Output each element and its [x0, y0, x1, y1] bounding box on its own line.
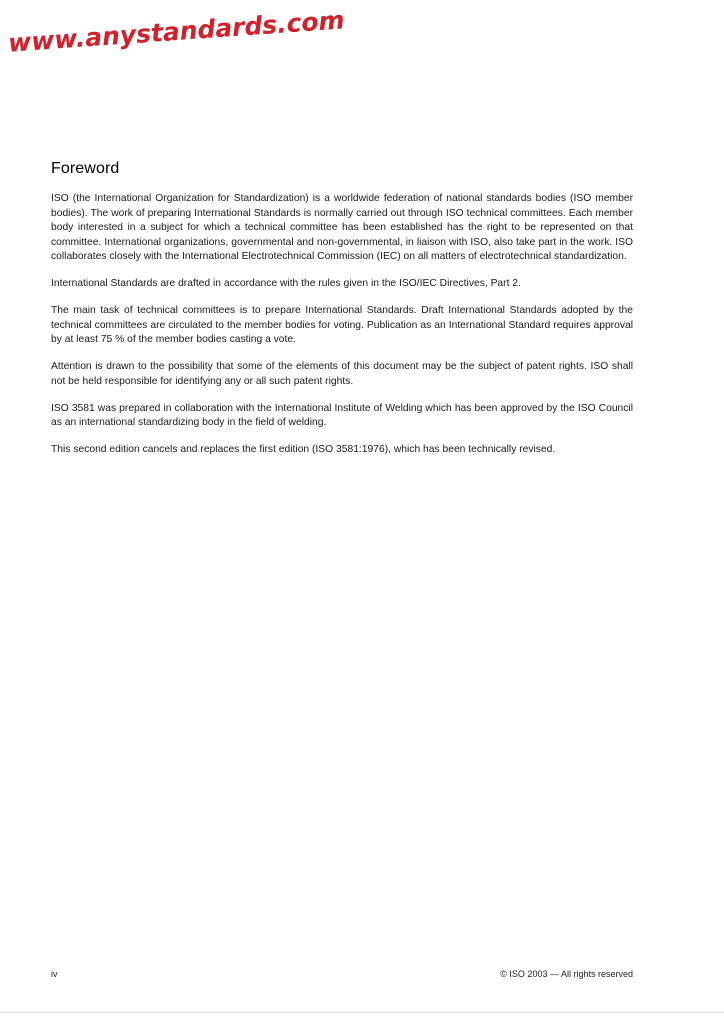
document-page — [51, 160, 633, 470]
page-title: Foreword — [51, 160, 120, 177]
paragraph: International Standards are drafted in accordance with the rules given in the ISO/IEC Directives, Part 2. — [51, 278, 521, 289]
paragraph: Attention is drawn to the possibility that some of the elements of this document may be the subject of patent rights. ISO shall not be held responsible for identifying any or all such patent rights. — [51, 361, 633, 387]
divider — [0, 1012, 724, 1013]
watermark-logo — [4, 0, 367, 68]
paragraph: ISO (the International Organization for Standardization) is a worldwide federation of national standards bodies (ISO member bodies). The work of preparing International Standards is normally carried out through ISO technical committees. Each member body interested in a subject for which a technical committee has been established has the right to be represented on that committee. International organizations, governmental and non-governmental, in liaison with ISO, also take part in the work. ISO collaborates closely with the International Electrotechnical Commission (IEC) on all matters of electrotechnical standardization. — [51, 193, 633, 262]
watermark-text: www.anystandards.com — [7, 5, 346, 58]
paragraph: ISO 3581 was prepared in collaboration with the International Institute of Welding which has been approved by the ISO Council as an international standardizing body in the field of welding. — [51, 402, 633, 428]
copyright-notice: © ISO 2003 — All rights reserved — [500, 969, 633, 979]
paragraph: This second edition cancels and replaces the first edition (ISO 3581:1976), which has been technically revised. — [51, 444, 556, 455]
paragraph: The main task of technical committees is to prepare International Standards. Draft International Standards adopted by the technical committees are circulated to the member bodies for voting. Publication as an International Standard requires approval by at least 75 % of the member bodies casting a vote. — [51, 305, 633, 345]
page-number: iv — [51, 969, 58, 979]
